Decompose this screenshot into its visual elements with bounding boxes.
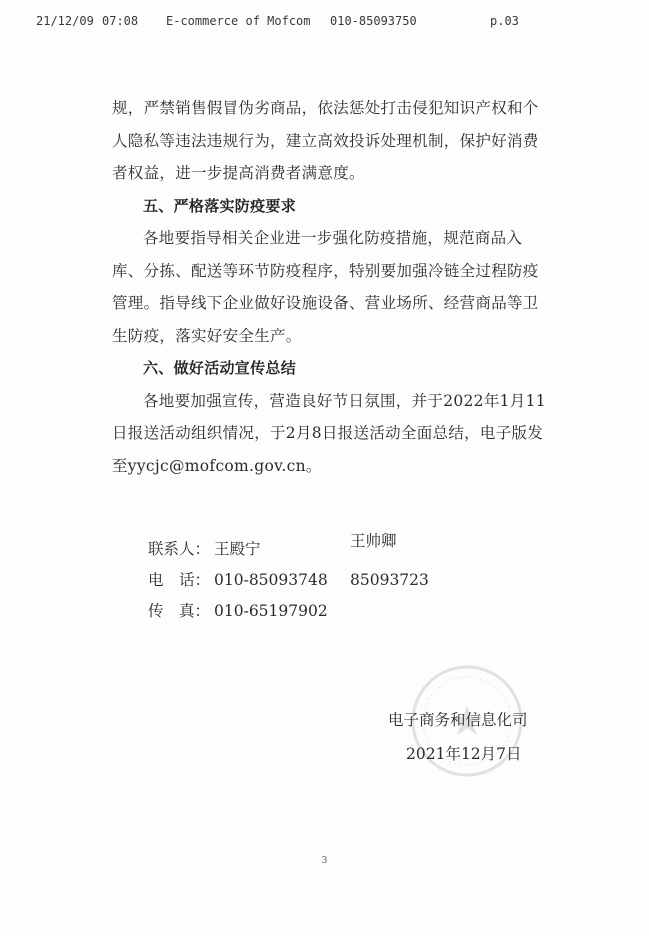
contact-person-row: [148, 534, 448, 565]
contact-phone-label: 电 话：: [148, 571, 211, 589]
section-5-heading: 五、严格落实防疫要求: [143, 196, 297, 215]
fax-header: [0, 14, 649, 32]
fax-time: 07:08: [102, 14, 139, 28]
section-5-paragraph: 各地要指导相关企业进一步强化防疫措施，规范商品入库、分拣、配送等环节防疫程序，特别要加强冷链全过程防疫管理。指导线下企业做好设施设备、营业场所、经营商品等卫生防疫，落实好安全生产。: [112, 229, 539, 345]
paragraph-continuation: 规，严禁销售假冒伪劣商品，依法惩处打击侵犯知识产权和个人隐私等违法违规行为，建立高效投诉处理机制，保护好消费者权益，进一步提高消费者满意度。: [112, 99, 539, 182]
fax-sender: E-commerce of Mofcom: [166, 14, 311, 28]
page-number: 3: [321, 856, 328, 866]
issuer-block: [388, 703, 558, 771]
contact-fax-number: 010-65197902: [214, 602, 328, 620]
fax-phone: 010-85093750: [330, 14, 417, 28]
issue-date: 2021年12月7日: [406, 745, 522, 763]
contact-person-name-1: 王殿宁: [214, 540, 261, 558]
section-6-heading: 六、做好活动宣传总结: [143, 359, 297, 377]
contact-person-name-2: 王帅卿: [350, 532, 397, 550]
contact-phone-row: [148, 565, 448, 596]
section-6-paragraph: 各地要加强宣传，营造良好节日氛围，并于2022年1月11日报送活动组织情况，于2月8日报送活动全面总结，电子版发至yycjc@mofcom.gov.cn。: [112, 391, 546, 475]
contact-block: [148, 534, 448, 627]
document-body: [112, 92, 552, 482]
fax-page-number: p.03: [490, 14, 519, 28]
contact-fax-label: 传 真：: [148, 602, 211, 620]
contact-fax-row: [148, 596, 448, 627]
contact-person-label: 联系人：: [148, 540, 211, 558]
contact-phone-2: 85093723: [350, 571, 429, 589]
contact-phone-1: 010-85093748: [214, 571, 328, 589]
fax-date: 21/12/09: [36, 14, 94, 28]
issuer-organization: 电子商务和信息化司: [388, 711, 528, 729]
